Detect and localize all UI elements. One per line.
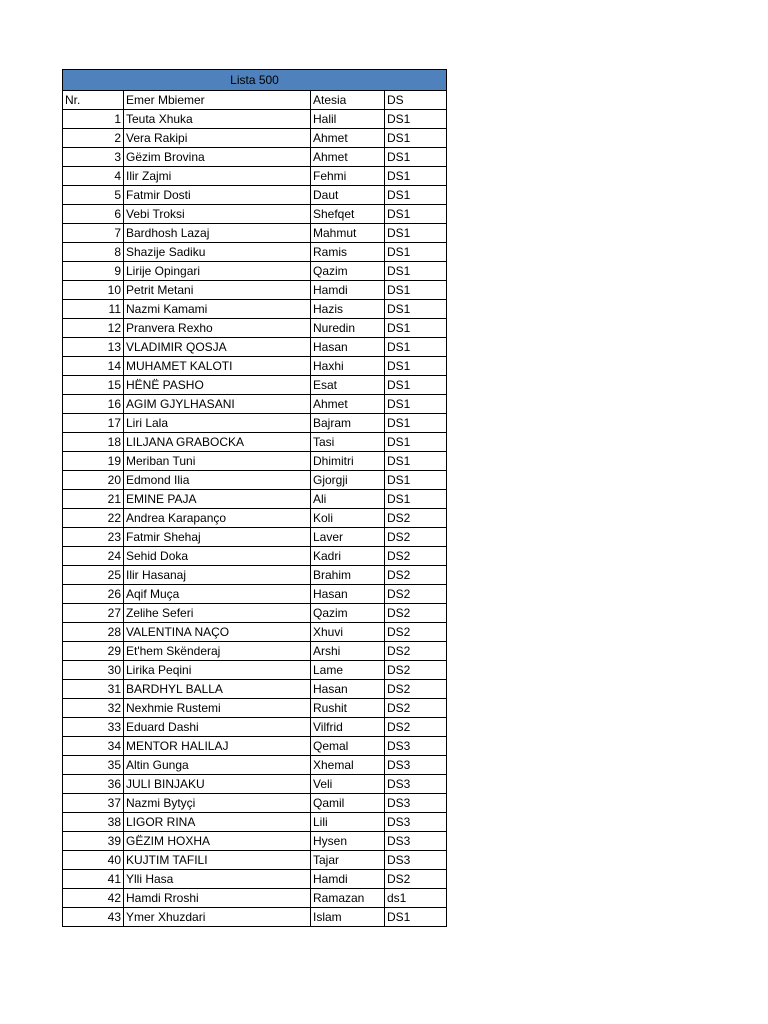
- cell-ds[interactable]: DS1: [385, 205, 447, 224]
- cell-ds[interactable]: DS1: [385, 129, 447, 148]
- table-row: [63, 661, 447, 680]
- cell-name[interactable]: Nazmi Bytyçi: [124, 794, 311, 813]
- cell-ds[interactable]: DS1: [385, 186, 447, 205]
- table-row: [63, 414, 447, 433]
- cell-ds[interactable]: DS1: [385, 357, 447, 376]
- cell-ds[interactable]: DS1: [385, 167, 447, 186]
- table-row: [63, 167, 447, 186]
- cell-nr[interactable]: 32: [63, 699, 124, 718]
- cell-nr[interactable]: 41: [63, 870, 124, 889]
- table-row: [63, 262, 447, 281]
- cell-ds[interactable]: DS1: [385, 908, 447, 927]
- cell-nr[interactable]: 17: [63, 414, 124, 433]
- cell-name[interactable]: Vebi Troksi: [124, 205, 311, 224]
- cell-ds[interactable]: DS1: [385, 262, 447, 281]
- cell-nr[interactable]: 11: [63, 300, 124, 319]
- cell-nr[interactable]: 20: [63, 471, 124, 490]
- table-row: [63, 623, 447, 642]
- cell-ds[interactable]: DS2: [385, 718, 447, 737]
- cell-name[interactable]: Lirije Opingari: [124, 262, 311, 281]
- header-nr[interactable]: Nr.: [63, 91, 124, 110]
- table-row: [63, 566, 447, 585]
- cell-father[interactable]: Hasan: [311, 680, 385, 699]
- cell-father[interactable]: Hysen: [311, 832, 385, 851]
- cell-name[interactable]: Teuta Xhuka: [124, 110, 311, 129]
- cell-father[interactable]: Ramazan: [311, 889, 385, 908]
- cell-nr[interactable]: 36: [63, 775, 124, 794]
- cell-name[interactable]: LIGOR RINA: [124, 813, 311, 832]
- cell-father[interactable]: Ahmet: [311, 129, 385, 148]
- cell-nr[interactable]: 4: [63, 167, 124, 186]
- cell-father[interactable]: Shefqet: [311, 205, 385, 224]
- cell-ds[interactable]: DS3: [385, 813, 447, 832]
- cell-nr[interactable]: 23: [63, 528, 124, 547]
- spreadsheet: [62, 69, 447, 927]
- table-row: [63, 756, 447, 775]
- cell-father[interactable]: Laver: [311, 528, 385, 547]
- cell-nr[interactable]: 37: [63, 794, 124, 813]
- cell-nr[interactable]: 8: [63, 243, 124, 262]
- cell-name[interactable]: MUHAMET KALOTI: [124, 357, 311, 376]
- cell-name[interactable]: JULI BINJAKU: [124, 775, 311, 794]
- cell-ds[interactable]: DS1: [385, 148, 447, 167]
- table-row: [63, 148, 447, 167]
- cell-father[interactable]: Qemal: [311, 737, 385, 756]
- table-row: [63, 642, 447, 661]
- table-row: [63, 433, 447, 452]
- cell-ds[interactable]: DS1: [385, 224, 447, 243]
- cell-father[interactable]: Hazis: [311, 300, 385, 319]
- cell-ds[interactable]: DS1: [385, 490, 447, 509]
- header-father[interactable]: Atesia: [311, 91, 385, 110]
- cell-name[interactable]: VALENTINA NAÇO: [124, 623, 311, 642]
- cell-nr[interactable]: 9: [63, 262, 124, 281]
- cell-name[interactable]: EMINE PAJA: [124, 490, 311, 509]
- cell-ds[interactable]: DS1: [385, 319, 447, 338]
- cell-father[interactable]: Hamdi: [311, 281, 385, 300]
- table-row: [63, 376, 447, 395]
- cell-ds[interactable]: DS2: [385, 680, 447, 699]
- cell-nr[interactable]: 7: [63, 224, 124, 243]
- cell-ds[interactable]: DS2: [385, 623, 447, 642]
- table-row: [63, 452, 447, 471]
- cell-ds[interactable]: DS2: [385, 509, 447, 528]
- cell-father[interactable]: Hamdi: [311, 870, 385, 889]
- table-row: [63, 813, 447, 832]
- cell-name[interactable]: Sehid Doka: [124, 547, 311, 566]
- table-row: [63, 718, 447, 737]
- cell-name[interactable]: Hamdi Rroshi: [124, 889, 311, 908]
- cell-name[interactable]: Ylli Hasa: [124, 870, 311, 889]
- cell-nr[interactable]: 12: [63, 319, 124, 338]
- cell-ds[interactable]: DS2: [385, 699, 447, 718]
- cell-father[interactable]: Vilfrid: [311, 718, 385, 737]
- cell-father[interactable]: Islam: [311, 908, 385, 927]
- cell-father[interactable]: Haxhi: [311, 357, 385, 376]
- cell-name[interactable]: Gëzim Brovina: [124, 148, 311, 167]
- cell-name[interactable]: Et'hem Skënderaj: [124, 642, 311, 661]
- cell-nr[interactable]: 25: [63, 566, 124, 585]
- header-name[interactable]: Emer Mbiemer: [124, 91, 311, 110]
- cell-father[interactable]: Esat: [311, 376, 385, 395]
- cell-name[interactable]: GËZIM HOXHA: [124, 832, 311, 851]
- cell-nr[interactable]: 6: [63, 205, 124, 224]
- cell-name[interactable]: Bardhosh Lazaj: [124, 224, 311, 243]
- cell-ds[interactable]: DS1: [385, 110, 447, 129]
- cell-ds[interactable]: DS1: [385, 471, 447, 490]
- table-row: [63, 110, 447, 129]
- cell-ds[interactable]: DS2: [385, 566, 447, 585]
- table-row: [63, 129, 447, 148]
- table-row: [63, 300, 447, 319]
- cell-ds[interactable]: DS2: [385, 661, 447, 680]
- cell-nr[interactable]: 1: [63, 110, 124, 129]
- cell-ds[interactable]: DS3: [385, 794, 447, 813]
- cell-father[interactable]: Arshi: [311, 642, 385, 661]
- cell-name[interactable]: MENTOR HALILAJ: [124, 737, 311, 756]
- cell-ds[interactable]: DS2: [385, 642, 447, 661]
- cell-father[interactable]: Halil: [311, 110, 385, 129]
- cell-father[interactable]: Tasi: [311, 433, 385, 452]
- cell-ds[interactable]: DS1: [385, 376, 447, 395]
- cell-nr[interactable]: 18: [63, 433, 124, 452]
- cell-name[interactable]: Fatmir Dosti: [124, 186, 311, 205]
- cell-father[interactable]: Qazim: [311, 604, 385, 623]
- cell-ds[interactable]: DS1: [385, 395, 447, 414]
- cell-name[interactable]: Pranvera Rexho: [124, 319, 311, 338]
- cell-nr[interactable]: 3: [63, 148, 124, 167]
- cell-ds[interactable]: DS3: [385, 737, 447, 756]
- cell-name[interactable]: Ymer Xhuzdari: [124, 908, 311, 927]
- table-row: [63, 490, 447, 509]
- table-row: [63, 737, 447, 756]
- cell-ds[interactable]: DS1: [385, 281, 447, 300]
- cell-name[interactable]: Meriban Tuni: [124, 452, 311, 471]
- cell-name[interactable]: Ilir Hasanaj: [124, 566, 311, 585]
- cell-nr[interactable]: 27: [63, 604, 124, 623]
- cell-name[interactable]: LILJANA GRABOCKA: [124, 433, 311, 452]
- table-row: [63, 794, 447, 813]
- cell-father[interactable]: Qazim: [311, 262, 385, 281]
- cell-name[interactable]: Shazije Sadiku: [124, 243, 311, 262]
- table-row: [63, 224, 447, 243]
- cell-father[interactable]: Gjorgji: [311, 471, 385, 490]
- cell-ds[interactable]: DS3: [385, 756, 447, 775]
- cell-nr[interactable]: 35: [63, 756, 124, 775]
- cell-nr[interactable]: 10: [63, 281, 124, 300]
- table-row: [63, 243, 447, 262]
- cell-name[interactable]: Nazmi Kamami: [124, 300, 311, 319]
- cell-nr[interactable]: 2: [63, 129, 124, 148]
- cell-name[interactable]: AGIM GJYLHASANI: [124, 395, 311, 414]
- cell-name[interactable]: Altin Gunga: [124, 756, 311, 775]
- cell-name[interactable]: BARDHYL BALLA: [124, 680, 311, 699]
- table-row: [63, 604, 447, 623]
- cell-ds[interactable]: DS1: [385, 338, 447, 357]
- cell-father[interactable]: Veli: [311, 775, 385, 794]
- cell-name[interactable]: Nexhmie Rustemi: [124, 699, 311, 718]
- list-table: [62, 69, 447, 927]
- table-row: [63, 908, 447, 927]
- cell-father[interactable]: Nuredin: [311, 319, 385, 338]
- cell-name[interactable]: Vera Rakipi: [124, 129, 311, 148]
- table-row: [63, 870, 447, 889]
- cell-name[interactable]: Ilir Zajmi: [124, 167, 311, 186]
- cell-father[interactable]: Fehmi: [311, 167, 385, 186]
- table-row: [63, 851, 447, 870]
- table-row: [63, 775, 447, 794]
- cell-father[interactable]: Dhimitri: [311, 452, 385, 471]
- table-row: [63, 585, 447, 604]
- cell-name[interactable]: Fatmir Shehaj: [124, 528, 311, 547]
- table-row: [63, 205, 447, 224]
- cell-ds[interactable]: DS3: [385, 832, 447, 851]
- cell-father[interactable]: Ahmet: [311, 395, 385, 414]
- cell-ds[interactable]: DS2: [385, 528, 447, 547]
- cell-father[interactable]: Bajram: [311, 414, 385, 433]
- cell-father[interactable]: Ramis: [311, 243, 385, 262]
- cell-nr[interactable]: 19: [63, 452, 124, 471]
- cell-name[interactable]: HËNË PASHO: [124, 376, 311, 395]
- cell-father[interactable]: Hasan: [311, 338, 385, 357]
- table-row: [63, 680, 447, 699]
- cell-nr[interactable]: 30: [63, 661, 124, 680]
- cell-nr[interactable]: 16: [63, 395, 124, 414]
- cell-nr[interactable]: 21: [63, 490, 124, 509]
- cell-name[interactable]: VLADIMIR QOSJA: [124, 338, 311, 357]
- cell-ds[interactable]: DS2: [385, 585, 447, 604]
- table-row: [63, 832, 447, 851]
- cell-ds[interactable]: DS3: [385, 851, 447, 870]
- cell-father[interactable]: Qamil: [311, 794, 385, 813]
- cell-name[interactable]: Petrit Metani: [124, 281, 311, 300]
- cell-father[interactable]: Daut: [311, 186, 385, 205]
- cell-name[interactable]: Eduard Dashi: [124, 718, 311, 737]
- table-row: [63, 509, 447, 528]
- table-row: [63, 395, 447, 414]
- table-row: [63, 699, 447, 718]
- cell-father[interactable]: Ahmet: [311, 148, 385, 167]
- title-row: [63, 70, 447, 91]
- cell-father[interactable]: Tajar: [311, 851, 385, 870]
- table-row: [63, 338, 447, 357]
- cell-father[interactable]: Kadri: [311, 547, 385, 566]
- cell-name[interactable]: KUJTIM TAFILI: [124, 851, 311, 870]
- cell-nr[interactable]: 15: [63, 376, 124, 395]
- cell-father[interactable]: Hasan: [311, 585, 385, 604]
- cell-nr[interactable]: 13: [63, 338, 124, 357]
- cell-father[interactable]: Koli: [311, 509, 385, 528]
- cell-ds[interactable]: DS2: [385, 547, 447, 566]
- cell-nr[interactable]: 38: [63, 813, 124, 832]
- cell-father[interactable]: Rushit: [311, 699, 385, 718]
- cell-name[interactable]: Zelihe Seferi: [124, 604, 311, 623]
- table-row: [63, 319, 447, 338]
- cell-nr[interactable]: 33: [63, 718, 124, 737]
- cell-name[interactable]: Lirika Peqini: [124, 661, 311, 680]
- cell-father[interactable]: Ali: [311, 490, 385, 509]
- cell-ds[interactable]: DS1: [385, 414, 447, 433]
- cell-nr[interactable]: 40: [63, 851, 124, 870]
- cell-nr[interactable]: 31: [63, 680, 124, 699]
- cell-father[interactable]: Lame: [311, 661, 385, 680]
- header-row: [63, 91, 447, 110]
- cell-name[interactable]: Andrea Karapanço: [124, 509, 311, 528]
- cell-nr[interactable]: 14: [63, 357, 124, 376]
- table-row: [63, 547, 447, 566]
- cell-nr[interactable]: 28: [63, 623, 124, 642]
- cell-father[interactable]: Mahmut: [311, 224, 385, 243]
- cell-nr[interactable]: 43: [63, 908, 124, 927]
- cell-father[interactable]: Xhemal: [311, 756, 385, 775]
- cell-ds[interactable]: DS2: [385, 604, 447, 623]
- cell-name[interactable]: Aqif Muça: [124, 585, 311, 604]
- cell-ds[interactable]: ds1: [385, 889, 447, 908]
- table-row: [63, 471, 447, 490]
- cell-nr[interactable]: 24: [63, 547, 124, 566]
- cell-ds[interactable]: DS3: [385, 775, 447, 794]
- table-row: [63, 357, 447, 376]
- cell-nr[interactable]: 22: [63, 509, 124, 528]
- cell-nr[interactable]: 5: [63, 186, 124, 205]
- cell-nr[interactable]: 29: [63, 642, 124, 661]
- cell-name[interactable]: Liri Lala: [124, 414, 311, 433]
- table-row: [63, 186, 447, 205]
- table-row: [63, 528, 447, 547]
- cell-name[interactable]: Edmond Ilia: [124, 471, 311, 490]
- table-row: [63, 281, 447, 300]
- cell-father[interactable]: Lili: [311, 813, 385, 832]
- table-row: [63, 889, 447, 908]
- cell-ds[interactable]: DS1: [385, 300, 447, 319]
- cell-nr[interactable]: 39: [63, 832, 124, 851]
- cell-ds[interactable]: DS1: [385, 452, 447, 471]
- cell-nr[interactable]: 34: [63, 737, 124, 756]
- cell-nr[interactable]: 42: [63, 889, 124, 908]
- cell-ds[interactable]: DS2: [385, 870, 447, 889]
- cell-father[interactable]: Brahim: [311, 566, 385, 585]
- cell-father[interactable]: Xhuvi: [311, 623, 385, 642]
- header-ds[interactable]: DS: [385, 91, 447, 110]
- cell-nr[interactable]: 26: [63, 585, 124, 604]
- cell-ds[interactable]: DS1: [385, 243, 447, 262]
- table-title[interactable]: Lista 500: [63, 70, 447, 91]
- cell-ds[interactable]: DS1: [385, 433, 447, 452]
